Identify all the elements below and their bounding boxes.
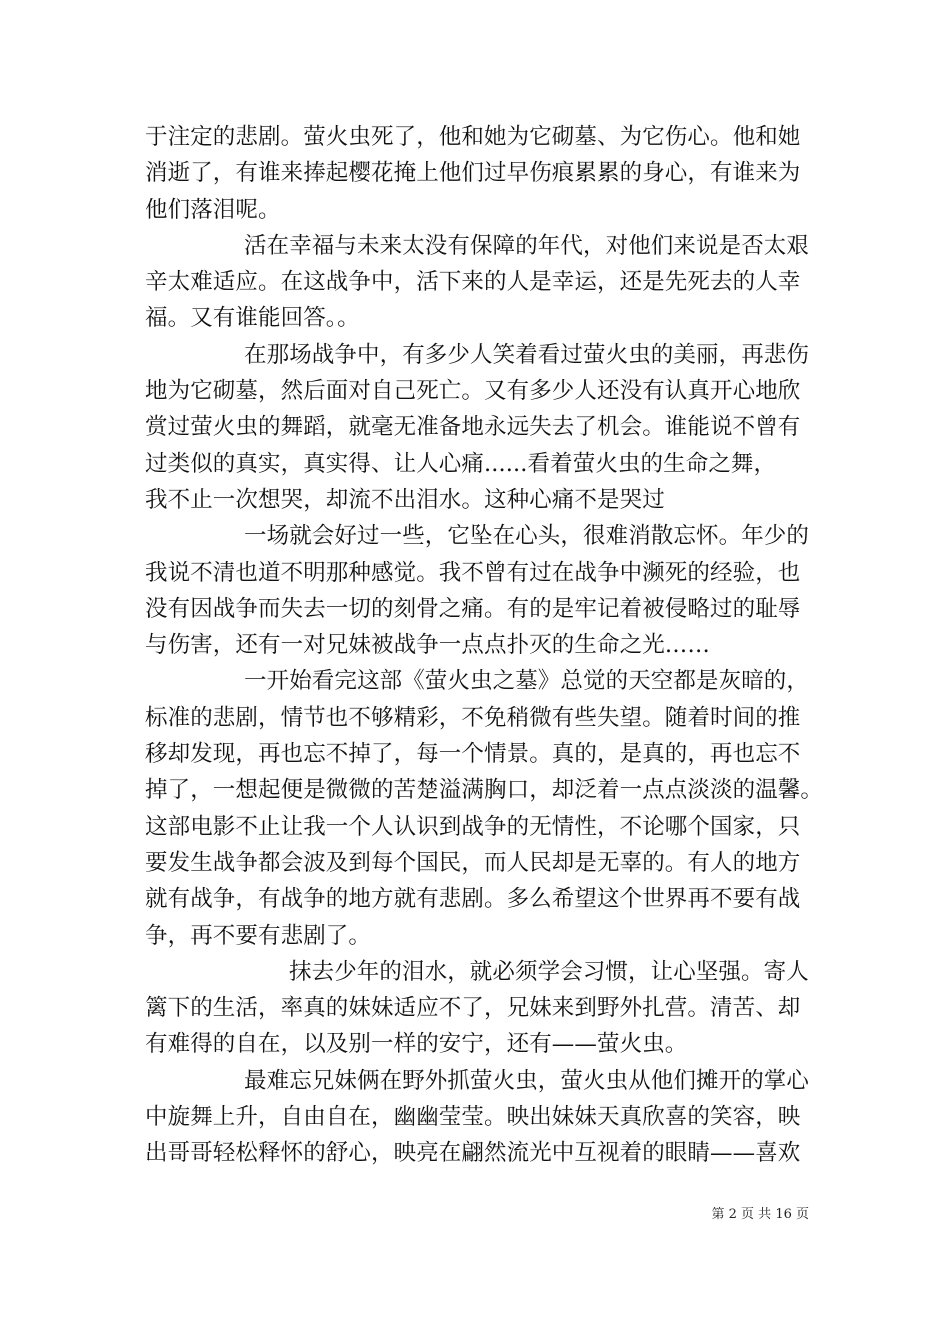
text-line: 与伤害，还有一对兄妹被战争一点点扑灭的生命之光……	[145, 632, 711, 659]
page-number-footer: 第 2 页 共 16 页	[711, 1207, 809, 1222]
text-line: 赏过萤火虫的舞蹈，就毫无准备地永远失去了机会。谁能说不曾有	[145, 414, 801, 441]
text-line: 标准的悲剧，情节也不够精彩，不免稍微有些失望。随着时间的推	[145, 704, 801, 731]
text-line: 有难得的自在，以及别一样的安宁，还有——萤火虫。	[145, 1031, 688, 1058]
text-line: 消逝了，有谁来捧起樱花掩上他们过早伤痕累累的身心，有谁来为	[145, 160, 801, 187]
text-line: 要发生战争都会波及到每个国民，而人民却是无辜的。有人的地方	[145, 849, 801, 876]
text-line: 辛太难适应。在这战争中，活下来的人是幸运，还是先死去的人幸	[145, 269, 801, 296]
text-line: 争，再不要有悲剧了。	[145, 922, 372, 949]
text-line: 移却发现，再也忘不掉了，每一个情景。真的，是真的，再也忘不	[145, 741, 801, 768]
text-line: 过类似的真实，真实得、让人心痛......看着萤火虫的生命之舞，	[145, 450, 777, 477]
text-line: 于注定的悲剧。萤火虫死了，他和她为它砌墓、为它伤心。他和她	[145, 124, 801, 150]
text-line: 掉了，一想起便是微微的苦楚溢满胸口，却泛着一点点淡淡的温馨。	[145, 777, 824, 804]
text-line: 福。又有谁能回答。。	[145, 305, 360, 332]
text-line: 我不止一次想哭，却流不出泪水。这种心痛不是哭过	[145, 486, 665, 513]
text-line: 地为它砌墓，然后面对自己死亡。又有多少人还没有认真开心地欣	[145, 378, 801, 405]
text-line: 这部电影不止让我一个人认识到战争的无情性，不论哪个国家，只	[145, 813, 801, 840]
paragraph-start-line: 活在幸福与未来太没有保障的年代，对他们来说是否太艰	[244, 232, 810, 259]
text-line: 我说不清也道不明那种感觉。我不曾有过在战争中濒死的经验，也	[145, 559, 801, 586]
paragraph-start-line: 一场就会好过一些，它坠在心头，很难消散忘怀。年少的	[244, 523, 810, 550]
text-line: 他们落泪呢。	[145, 196, 281, 223]
paragraph-start-line: 在那场战争中，有多少人笑着看过萤火虫的美丽，再悲伤	[244, 341, 810, 368]
paragraph-start-line: 最难忘兄妹俩在野外抓萤火虫，萤火虫从他们摊开的掌心	[244, 1067, 810, 1094]
text-line: 就有战争，有战争的地方就有悲剧。多么希望这个世界再不要有战	[145, 886, 801, 913]
text-line: 出哥哥轻松释怀的舒心，映亮在翩然流光中互视着的眼睛——喜欢	[145, 1140, 801, 1167]
paragraph-start-line: 抹去少年的泪水，就必须学会习惯，让心坚强。寄人	[289, 958, 809, 985]
document-body	[145, 119, 824, 1172]
paragraph-start-line: 一开始看完这部《萤火虫之墓》总觉的天空都是灰暗的，	[244, 668, 810, 695]
text-line: 篱下的生活，率真的妹妹适应不了，兄妹来到野外扎营。清苦、却	[145, 995, 801, 1022]
text-line: 中旋舞上升，自由自在，幽幽莹莹。映出妹妹天真欣喜的笑容，映	[145, 1104, 801, 1131]
text-line: 没有因战争而失去一切的刻骨之痛。有的是牢记着被侵略过的耻辱	[145, 595, 801, 622]
